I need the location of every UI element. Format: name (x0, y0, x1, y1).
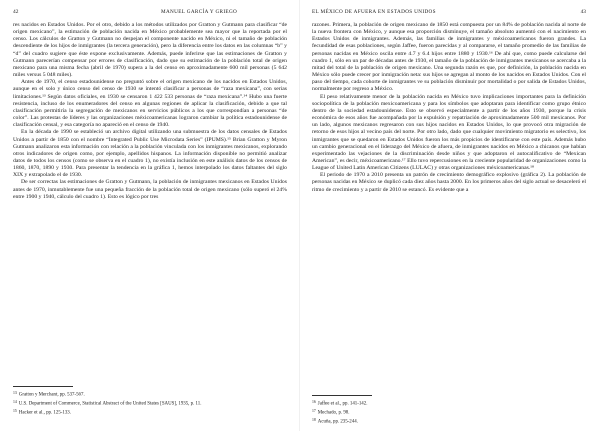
footnote (13, 390, 287, 399)
page-number: 43 (580, 9, 586, 15)
footnote (312, 399, 586, 408)
footnote-text: Jaffee et al., pp. 141-142. (317, 401, 368, 407)
body-text (312, 22, 586, 194)
footnote-number: 13 (13, 391, 17, 395)
paragraph: De ser correctas las estimaciones de Gratton y Gutmann, la población de inmigrantes mexicanos en Estados Unidos antes de 1970, inmutablemente fue una pequeña fracción de la población total de origen mexicano (sólo superó el 24% entre 1900 y 1940, cálculo del cuadro 1). Esto es lógico por tres (13, 179, 287, 200)
left-page (13, 0, 287, 431)
footnotes (312, 395, 586, 425)
footnote-text: Hacker et al., pp. 125-133. (18, 410, 71, 416)
footnote (312, 417, 586, 426)
footnote-number: 18 (312, 417, 316, 422)
footnote-number: 17 (312, 408, 316, 413)
footnote-rule (13, 386, 73, 387)
running-head-author: MANUEL GARCÍA Y GRIEGO (161, 9, 238, 15)
footnote-number: 16 (312, 400, 316, 404)
paragraph: res nacidos en Estados Unidos. Por el otro, debido a los métodos utilizados por Gratton y Gutmann para clasificar “de origen mexicano”, la estimación de población nacida en México probablemente sea mayor que la reportada por el censo. Los cálculos de Gratton y Gutmann no despejan el componente nacido en México, ni el tamaño de población descendiente de los hijos de inmigrantes (la tercera generación), pero la diferencia entre los datos en las columnas “b” y “d” del cuadro sugiere que éste expone exclusivamente. Además, puede inferirse que las estimaciones de Gratton y Gutmann parecerían compensar por errores de clasificación, dado que su estimación de la población total de origen mexicano para una misma fecha (abril de 1970) supera a la del censo en aproximadamente 600 mil personas (5 642 miles versus 5 048 miles). (13, 22, 287, 79)
footnote (13, 408, 287, 417)
footnote-text: Acuña, pp. 235-244. (317, 419, 358, 425)
paragraph: razones. Primera, la población de origen mexicano de 1850 está compuesta por un 84% de población nacida al norte de la nueva frontera con México, y aunque esa proporción disminuye, el tamaño absoluto aumentó con el nacimiento en Estados Unidos de inmigrantes. Además, las familias de inmigrantes y méxicoamericanos fueron grandes. La fecundidad de esas poblaciones, según Jaffee, fueron parecidas y al compararse, el tamaño promedio de las familias de personas nacidas en México oscila entre 4.7 y 6.4 hijos entre 1880 y 1930.¹⁶ De ahí que, como puede calcularse del cuadro 1, sólo en un par de décadas antes de 1930, el tamaño de la población de inmigrantes mexicanos se acercaba a la mitad del total de la población de origen mexicano. Una segunda razón es que, por definición, la población nacida en México sólo puede crecer por inmigración neta: sus hijos se agregan al monto de los nacidos en Estados Unidos. Con el paso del tiempo, cada cohorte de inmigrantes ve su población disminuir por mortalidad o por salida de Estados Unidos, normalmente por regreso a México. (312, 22, 586, 93)
footnote (312, 408, 586, 417)
paragraph: Antes de 1970, el censo estadounidense no preguntó sobre el origen mexicano de los nacidos en Estados Unidos, aunque en el solo y único censo del censo de 1930 se intentó clasificar a personas de “raza mexicana”, con serias limitaciones.¹³ Según datos oficiales, en 1930 se censaron 1 422 533 personas de “raza mexicana”.¹⁴ Hubo una fuerte resistencia, incluso de los enumeradores del censo en algunas regiones de aplicar la clasificación, debido a que tal clasificación permitiría la segregación de mexicanos en servicios públicos a los que correspondían a personas “de color”. Las protestas de líderes y las organizaciones méxicoamericanas lograron cambiar la política estadounidense de clasificación censal, y esa categoría no apareció en el censo de 1940. (13, 79, 287, 129)
right-page (312, 0, 586, 431)
footnote-text: Gratton y Merchant, pp. 537-567. (18, 392, 85, 398)
footnote-number: 14 (13, 399, 17, 404)
body-text (13, 22, 287, 201)
footnote-number: 15 (13, 408, 17, 413)
footnote-rule (312, 395, 372, 396)
gutter (299, 0, 300, 431)
running-head (13, 9, 287, 17)
paragraph: El peso relativamente menor de la población nacida en México tuvo implicaciones importantes para la definición sociopolítica de la población mexicoamericana y para los símbolos que adoptaran para identificar como grupo étnico dentro de la sociedad estadounidense. Esto se observó especialmente a partir de los años 1930, porque la crisis económica de esos años fue acompañada por la expulsión y repatriación de aproximadamente 500 mil mexicanos. Por un lado, algunos mexicanos regresaron con sus hijos nacidos en Estados Unidos, lo que provocó otra migración de retorno de esos hijos al vecino país del norte. Por otro lado, dado que cualquier movimiento migratorio es selectivo, los inmigrantes que se quedaron en Estados Unidos fueron los más propicios de identificarse con este país. Además hubo un cambio generacional en el liderazgo del México de afuera, de inmigrantes nacidos en México a chicanos que habían experimentado las vejaciones de la discriminación desde niños y que adoptaron el autocalificativo de “Mexican American”, es decir, méxicoamericano.¹⁷ Ello tuvo repercusiones en la creciente popularidad de organizaciones como la League of United Latin American Citizens (LULAC) y otras organizaciones méxicoamericanas.¹⁸ (312, 93, 586, 172)
page-number: 42 (13, 9, 19, 15)
footnote (13, 399, 287, 408)
footnote-text: Mechado, p. 98. (317, 410, 350, 416)
running-head-title: EL MÉXICO DE AFUERA EN ESTADOS UNIDOS (312, 9, 436, 15)
paragraph: En la década de 1990 se estableció un archivo digital utilizando una submuestra de los datos censales de Estados Unidos a partir de 1850 con el nombre “Integrated Public Use Microdata Series” (IPUMS).¹⁵ Brian Gratton y Myron Gutmann analizaron esta información con relación a la población vinculada con los inmigrantes mexicanos, explorando otros indicadores de origen como, por ejemplo, apellidos hispanos. La información disponible no permitió analizar datos de todos los censos (como se observa en el cuadro 1), no existía inclusión en este análisis datos de los censos de 1860, 1870, 1890 y 1930. Para presentar la tendencia en la gráfica 1, hemos interpolado los datos faltantes del siglo XIX y extrapolado el de 1930. (13, 129, 287, 179)
footnotes (13, 386, 287, 416)
paragraph: El periodo de 1970 a 2010 presenta un patrón de crecimiento demográfico explosivo (gráfica 2). La población de personas nacidas en México se duplicó cada diez años hasta 2000. En los primeros años del siglo actual se desaceleró el ritmo de crecimiento y a partir de 2010 se estancó. Es evidente que a (312, 172, 586, 193)
footnote-text: U.S. Department of Commerce, Statistical Abstract of the United States [SAUS], 1935, p. 11. (18, 401, 202, 407)
running-head (312, 9, 586, 17)
